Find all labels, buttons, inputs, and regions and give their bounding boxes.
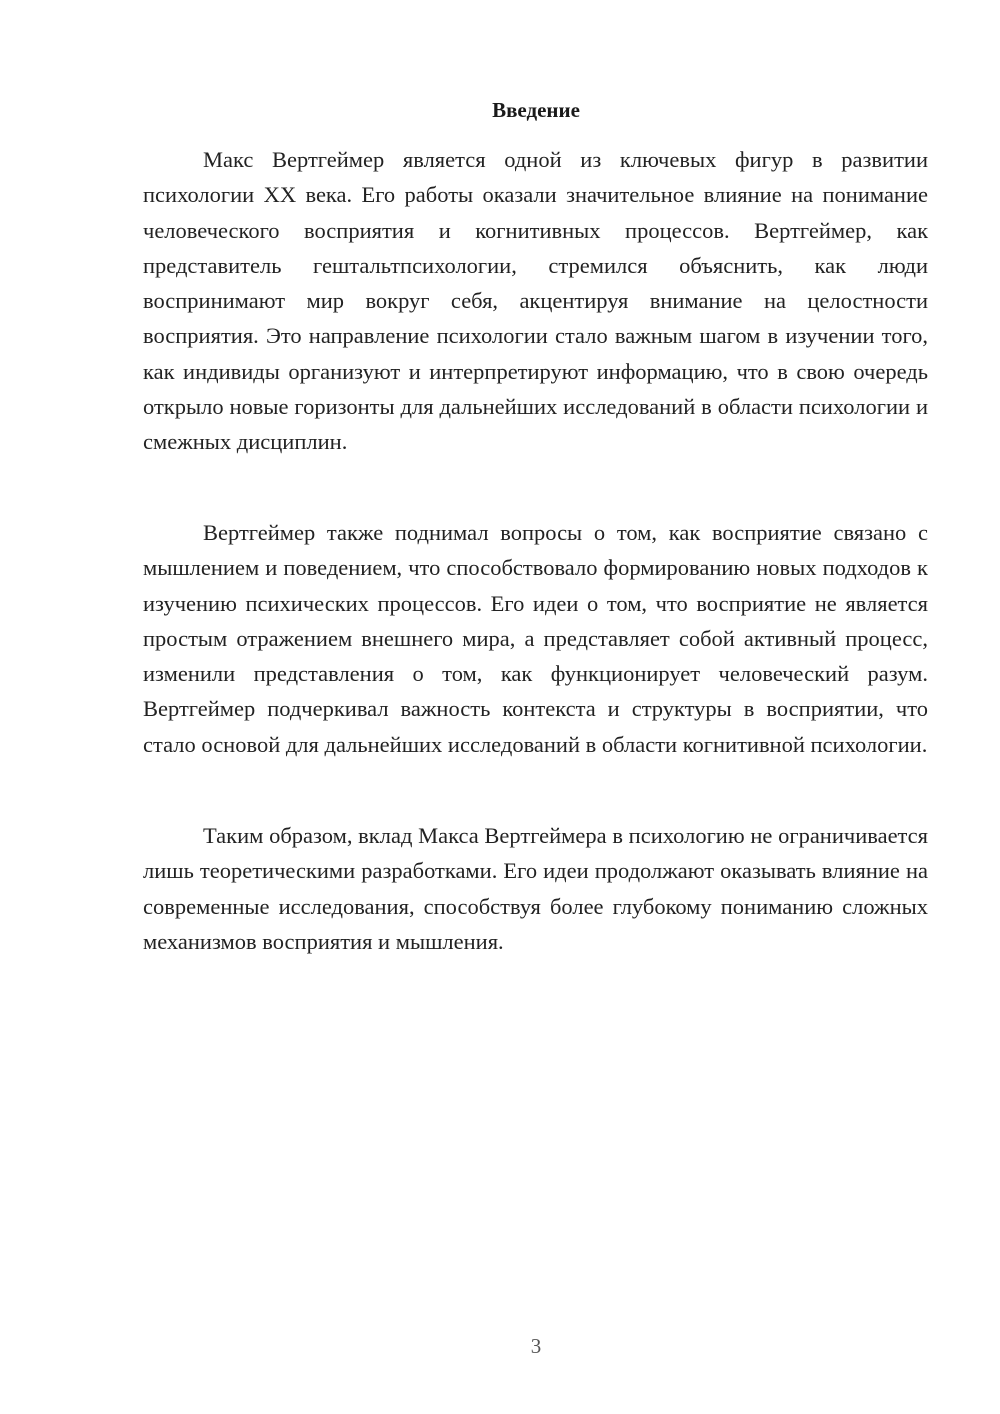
- paragraph-perception: Вертгеймер также поднимал вопросы о том, как восприятие связано с мышлением и поведением, что способствовало формированию новых подходов к изучению психических процессов. Его идеи о том, что восприятие не является простым отражением внешнего мира, а представляет собой активный процесс, изменили представления о том, как функционирует человеческий разум. Вертгеймер подчеркивал важность контекста и структуры в восприятии, что стало основой для дальнейших исследований в области когнитивной психологии.: [143, 520, 928, 757]
- paragraph-intro: Макс Вертгеймер является одной из ключевых фигур в развитии психологии XX века. Его работы оказали значительное влияние на понимание человеческого восприятия и когнитивных процессов. Вертгеймер, как представитель гештальтпсихологии, стремился объяснить, как люди воспринимают мир вокруг себя, акцентируя внимание на целостности восприятия. Это направление психологии стало важным шагом в изучении того, как индивиды организуют и интерпретируют информацию, что в свою очередь открыло новые горизонты для дальнейших исследований в области психологии и смежных дисциплин.: [143, 147, 928, 455]
- paragraph-conclusion: Таким образом, вклад Макса Вертгеймера в психологию не ограничивается лишь теоретическими разработками. Его идеи продолжают оказывать влияние на современные исследования, способствуя более глубокому пониманию сложных механизмов восприятия и мышления.: [143, 823, 928, 954]
- page-number: 3: [530, 1334, 542, 1358]
- section-heading: Введение: [492, 98, 580, 122]
